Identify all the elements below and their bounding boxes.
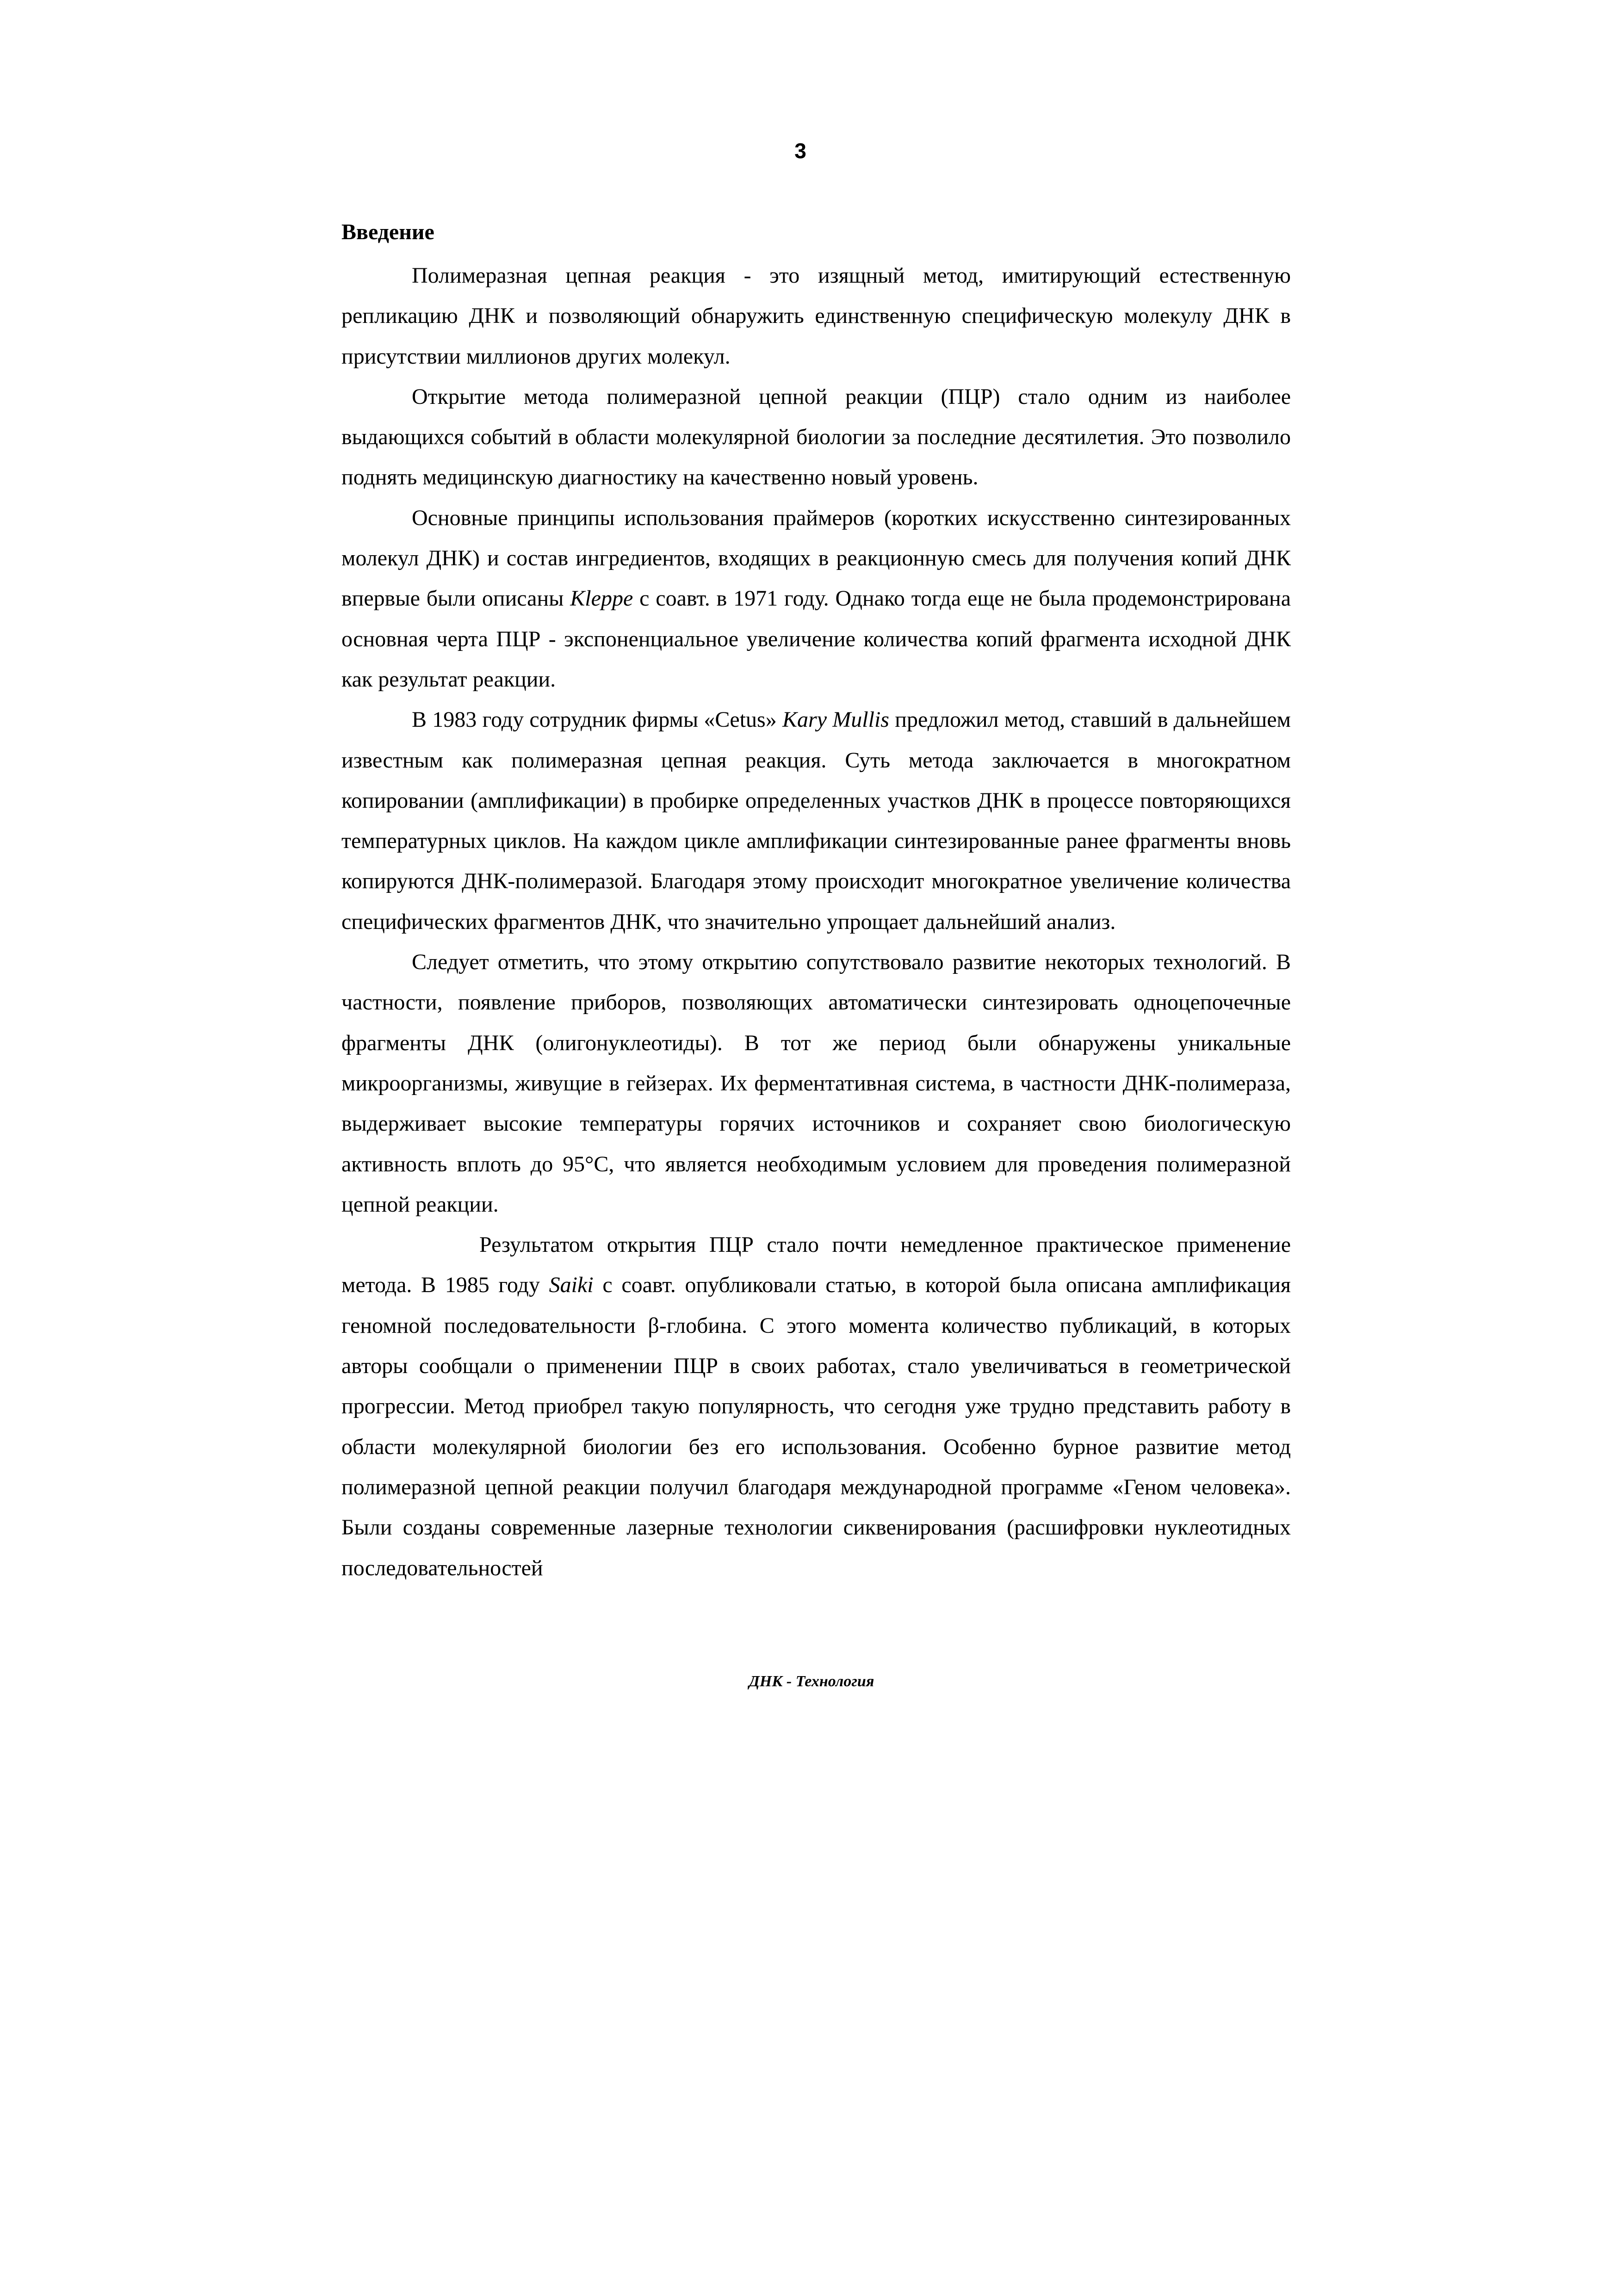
paragraph-6 <box>341 1225 1291 1588</box>
paragraph-6-text-after: с соавт. опубликовали статью, в которой была описана амплификация геномной последовательности β-глобина. С этого момента количество публикаций, в которых авторы сообщали о применении ПЦР в своих работах, стало увеличиваться в геометрической прогрессии. Метод приобрел такую популярность, что сегодня уже трудно представить работу в области молекулярной биологии без его использования. Особенно бурное развитие метод полимеразной цепной реакции получил благодаря международной программе «Геном человека». Были созданы современные лазерные технологии сиквенирования (расшифровки нуклеотидных последовательностей <box>341 1273 1291 1580</box>
paragraph-1: Полимеразная цепная реакция - это изящный метод, имитирующий естественную репликацию ДНК и позволяющий обнаружить единственную специфическую молекулу ДНК в присутствии миллионов других молекул. <box>341 263 1291 369</box>
paragraph-4 <box>341 699 1291 942</box>
paragraph-3-text-before: Основные принципы использования праймеров (коротких искусственно синтезированных молекул ДНК) и состав ингредиентов, входящих в реакционную смесь для получения копий ДНК впервые были описаны <box>341 505 1291 611</box>
paragraph-3-text-after: с соавт. в 1971 году. Однако тогда еще не была продемонстрирована основная черта ПЦР - экспоненциальное увеличение количества копий фрагмента исходной ДНК как результат реакции. <box>341 586 1291 692</box>
page-footer: ДНК - Технология <box>749 1673 874 1690</box>
paragraph-3 <box>341 498 1291 699</box>
author-name-kleppe: Kleppe <box>570 586 633 611</box>
paragraph-4-text-after: предложил метод, ставший в дальнейшем известным как полимеразная цепная реакция. Суть метода заключается в многократном копировании (амплификации) в пробирке определенных участков ДНК в процессе повторяющихся температурных циклов. На каждом цикле амплификации синтезированные ранее фрагменты вновь копируются ДНК-полимеразой. Благодаря этому происходит многократное увеличение количества специфических фрагментов ДНК, что значительно упрощает дальнейший анализ. <box>341 707 1291 934</box>
section-title: Введение <box>341 220 434 244</box>
author-name-saiki: Saiki <box>549 1273 594 1298</box>
document-body <box>341 214 1291 1588</box>
paragraph-5: Следует отметить, что этому открытию сопутствовало развитие некоторых технологий. В частности, появление приборов, позволяющих автоматически синтезировать одноцепочечные фрагменты ДНК (олигонуклеотиды). В тот же период были обнаружены уникальные микроорганизмы, живущие в гейзерах. Их ферментативная система, в частности ДНК-полимераза, выдерживает высокие температуры горячих источников и сохраняет свою биологическую активность вплоть до 95°C, что является необходимым условием для проведения полимеразной цепной реакции. <box>341 950 1291 1217</box>
paragraph-6-text-before: Результатом открытия ПЦР стало почти немедленное практическое применение метода. В 1985 году <box>341 1232 1291 1298</box>
page-number: 3 <box>794 139 806 163</box>
author-name-mullis: Kary Mullis <box>782 707 889 732</box>
paragraph-4-text-before: В 1983 году сотрудник фирмы «Cetus» <box>412 707 783 732</box>
paragraph-2: Открытие метода полимеразной цепной реакции (ПЦР) стало одним из наиболее выдающихся событий в области молекулярной биологии за последние десятилетия. Это позволило поднять медицинскую диагностику на качественно новый уровень. <box>341 384 1291 490</box>
